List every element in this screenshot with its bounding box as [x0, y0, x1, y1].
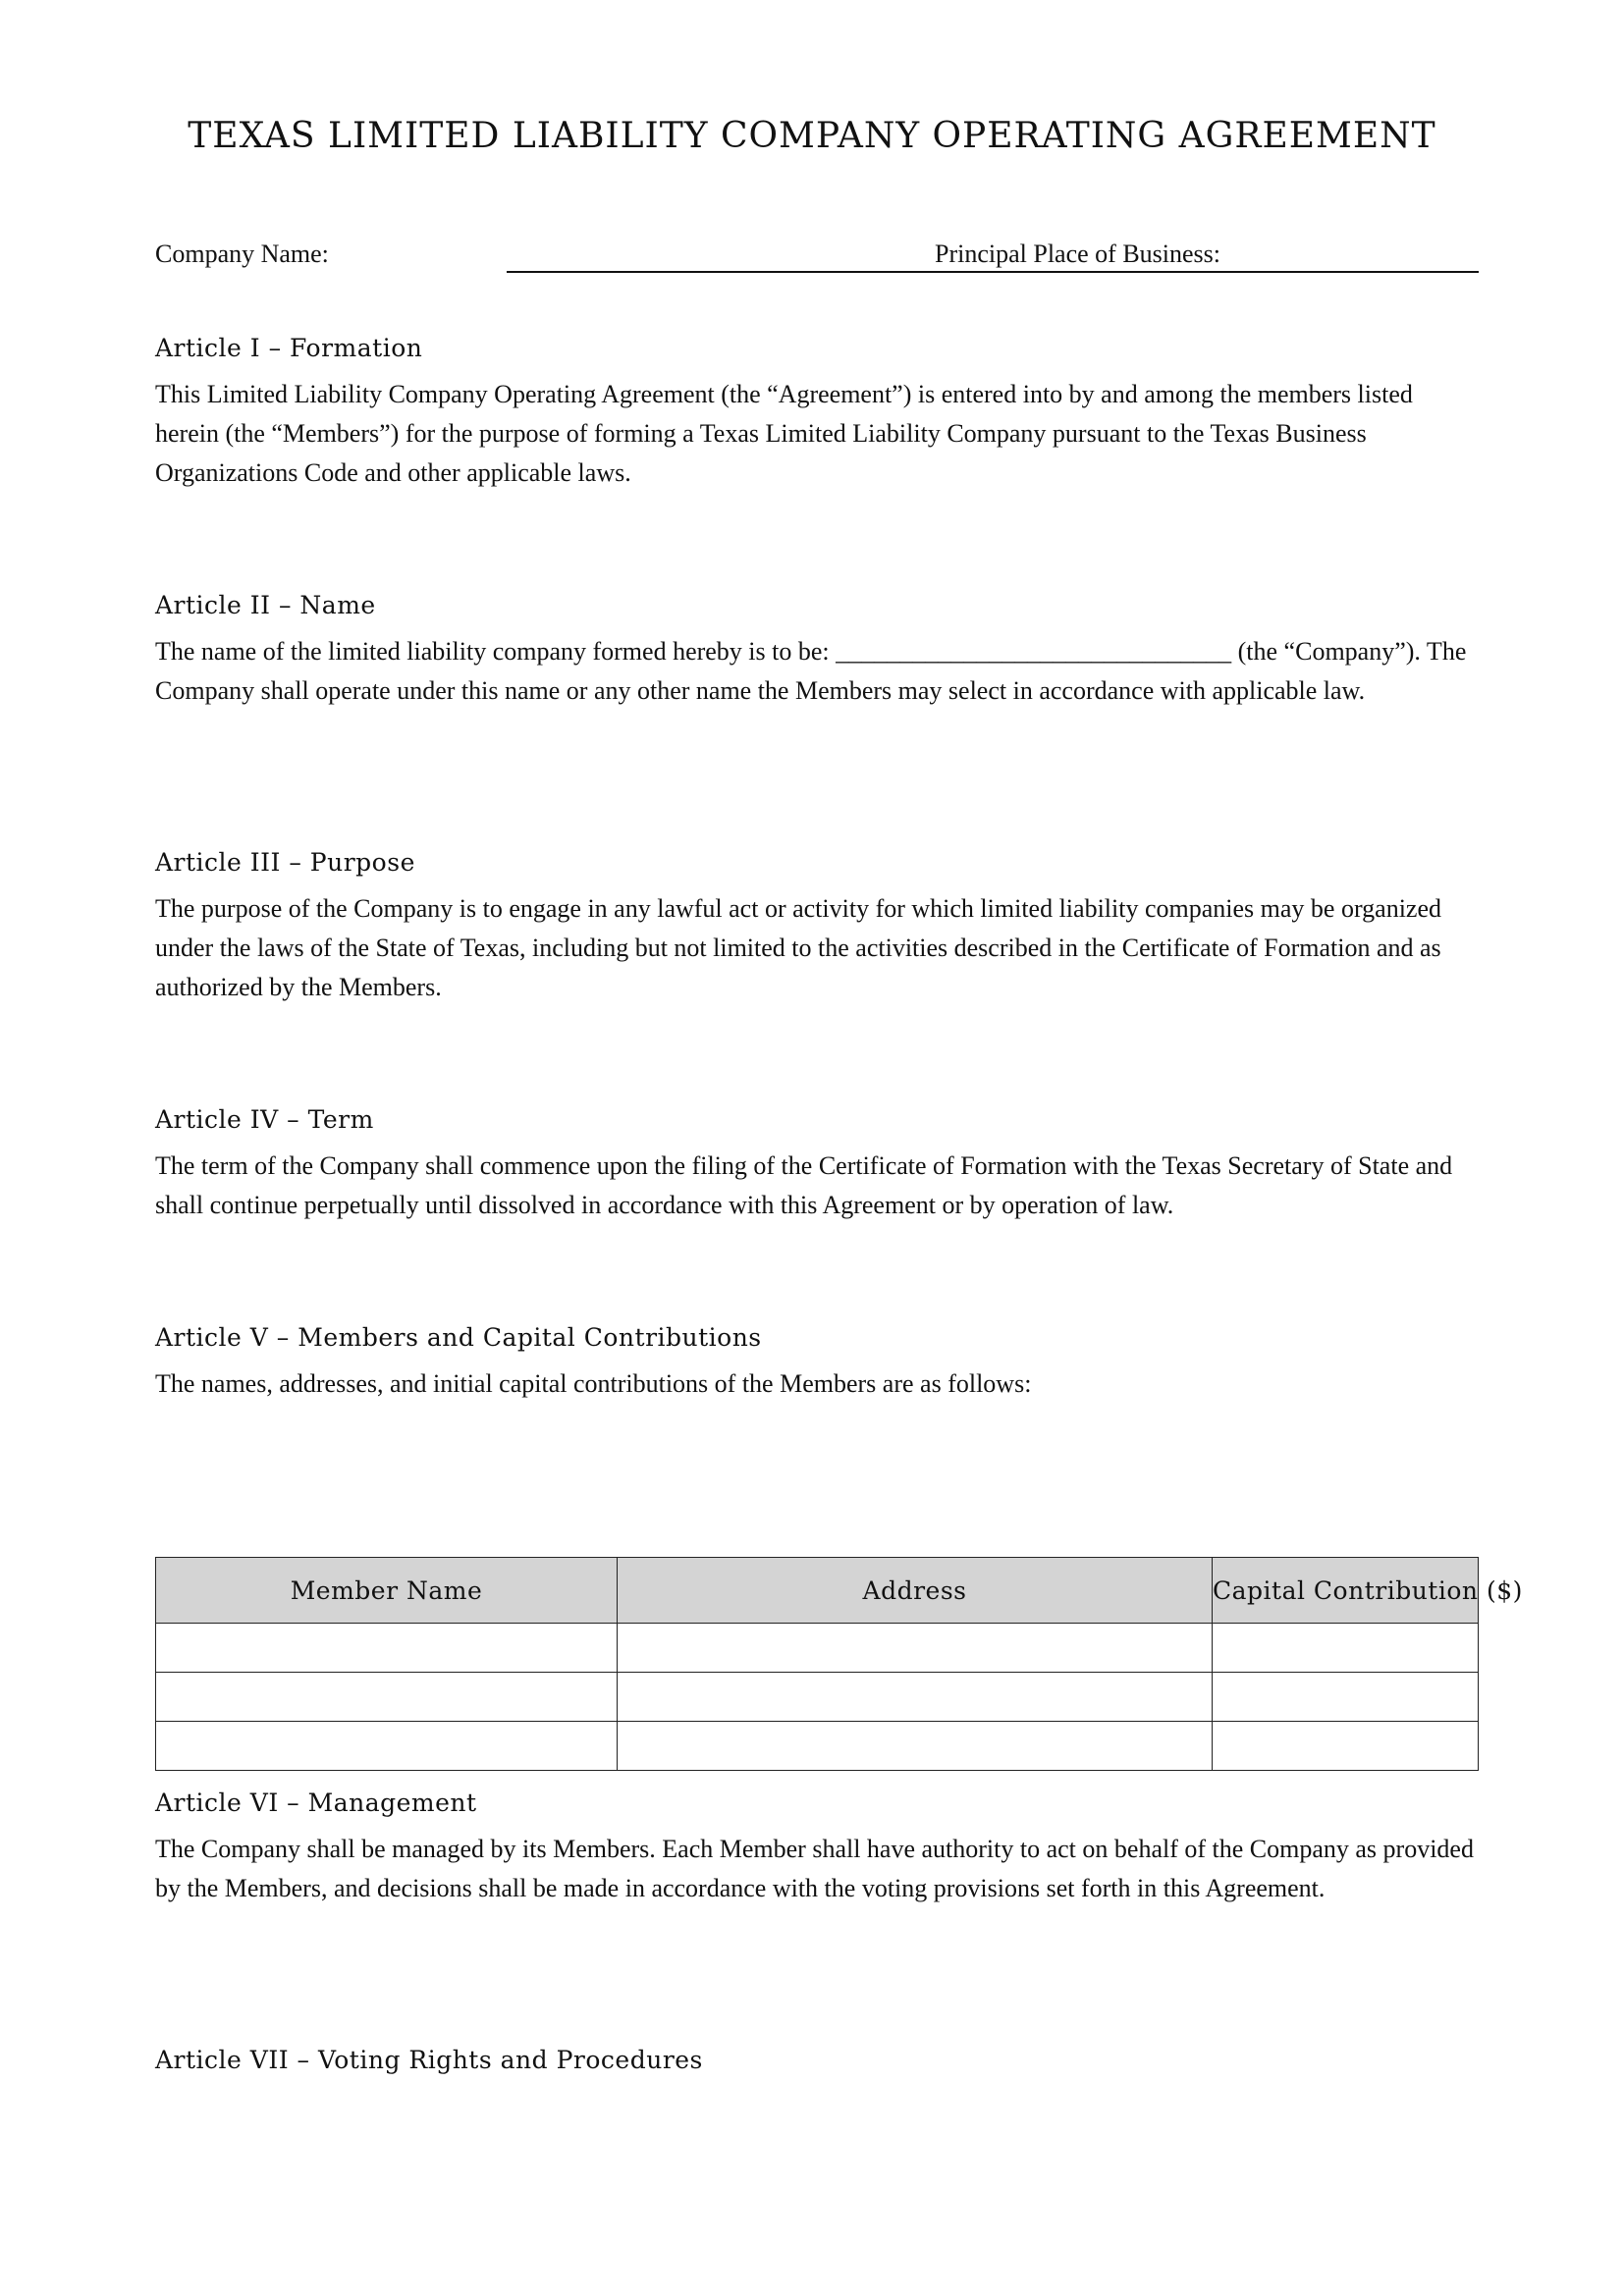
- company-name-label: Company Name:: [155, 240, 329, 268]
- principal-place-label: Principal Place of Business:: [935, 240, 1221, 268]
- members-table: [155, 1557, 1523, 1771]
- article-1-body: This Limited Liability Company Operating Agreement (the “Agreement”) is entered into by and among the members listed herein (the “Members”) for the purpose of forming a Texas Limited Liability Company pursuant to the Texas Business Organizations Code and other applicable laws.: [155, 380, 1413, 487]
- article-7-heading: Article VII – Voting Rights and Procedures: [155, 2046, 703, 2074]
- article-5-body: The names, addresses, and initial capital contributions of the Members are as follows:: [155, 1369, 1032, 1398]
- address-cell[interactable]: [618, 1722, 1213, 1771]
- company-name-line[interactable]: [507, 271, 1479, 273]
- article-6-heading: Article VI – Management: [155, 1789, 477, 1817]
- members-table-header-row: [156, 1558, 1479, 1624]
- header-member-name: Member Name: [156, 1558, 618, 1624]
- article-5-heading: Article V – Members and Capital Contributions: [155, 1323, 762, 1352]
- table-row: [156, 1624, 1479, 1673]
- document-title: TEXAS LIMITED LIABILITY COMPANY OPERATING AGREEMENT: [188, 116, 1436, 156]
- article-2-body: The name of the limited liability company formed hereby is to be: _______________________________ (the “Company”). The Company shall operate under this name or any other name the Members may select in accordance with applicable law.: [155, 637, 1467, 705]
- capital-contribution-cell[interactable]: [1213, 1624, 1479, 1673]
- header-capital-contribution: Capital Contribution ($): [1213, 1558, 1479, 1624]
- article-4-body: The term of the Company shall commence upon the filing of the Certificate of Formation with the Texas Secretary of State and shall continue perpetually until dissolved in accordance with this Agreement or by operation of law.: [155, 1151, 1453, 1219]
- address-cell[interactable]: [618, 1624, 1213, 1673]
- member-name-cell[interactable]: [156, 1722, 618, 1771]
- table-row: [156, 1722, 1479, 1771]
- article-3-heading: Article III – Purpose: [155, 848, 415, 877]
- article-4-heading: Article IV – Term: [155, 1105, 374, 1134]
- member-name-cell[interactable]: [156, 1673, 618, 1722]
- article-3-body: The purpose of the Company is to engage in any lawful act or activity for which limited liability companies may be organized under the laws of the State of Texas, including but not limited to the activities described in the Certificate of Formation and as authorized by the Members.: [155, 894, 1441, 1001]
- capital-contribution-cell[interactable]: [1213, 1673, 1479, 1722]
- article-1-heading: Article I – Formation: [155, 334, 423, 362]
- address-cell[interactable]: [618, 1673, 1213, 1722]
- capital-contribution-cell[interactable]: [1213, 1722, 1479, 1771]
- article-2-heading: Article II – Name: [155, 591, 376, 619]
- member-name-cell[interactable]: [156, 1624, 618, 1673]
- article-6-body: The Company shall be managed by its Members. Each Member shall have authority to act on behalf of the Company as provided by the Members, and decisions shall be made in accordance with the voting provisions set forth in this Agreement.: [155, 1835, 1474, 1902]
- header-address: Address: [618, 1558, 1213, 1624]
- table-row: [156, 1673, 1479, 1722]
